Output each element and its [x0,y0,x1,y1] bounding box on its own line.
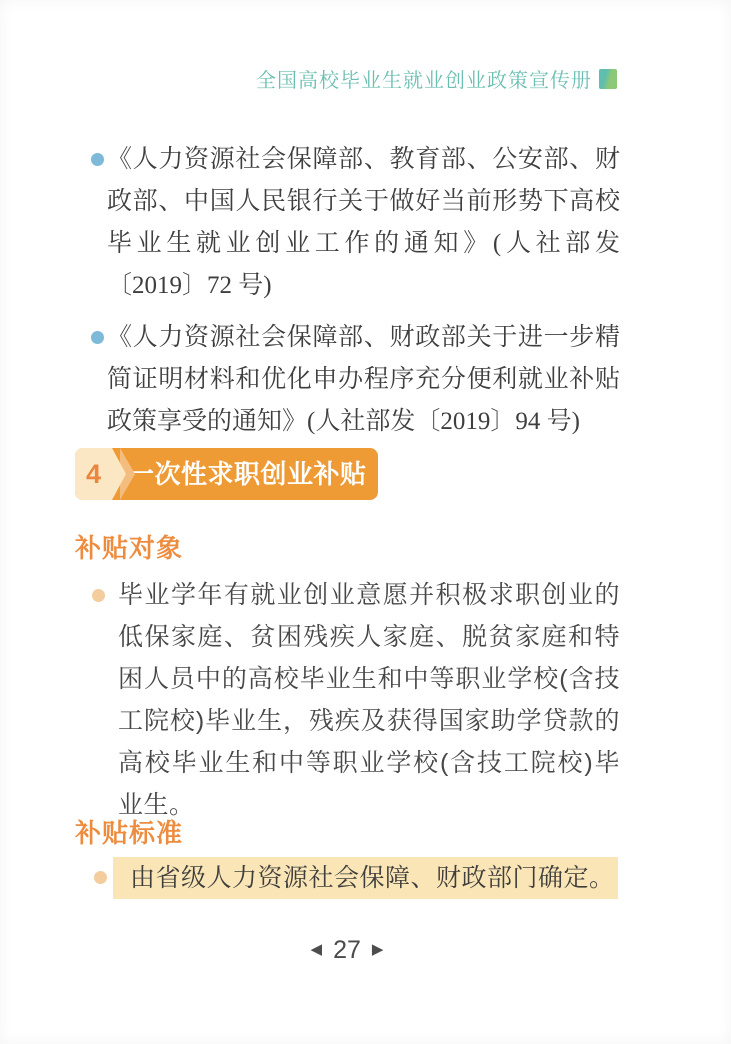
blue-dot-icon [91,153,104,166]
section-banner [75,448,378,500]
booklet-title: 全国高校毕业生就业创业政策宣传册 [256,70,592,92]
prev-page-icon: ◀ [310,941,323,958]
subsidy-target-block [92,574,620,826]
page-header [0,64,617,93]
next-page-icon: ▶ [371,941,384,958]
subsidy-standard-highlight [113,857,618,899]
blue-dot-icon [91,331,104,344]
section-number: 4 [85,458,102,489]
citation-text: 《人力资源社会保障部、教育部、公安部、财政部、中国人民银行关于做好当前形势下高校毕业生就业创业工作的通知》(人社部发〔2019〕72 号) [107,146,620,299]
peach-dot-icon [94,871,107,884]
citation-item [92,139,620,307]
citation-text: 《人力资源社会保障部、财政部关于进一步精简证明材料和优化申办程序充分便利就业补贴政策享受的通知》(人社部发〔2019〕94 号) [107,324,620,435]
section-title: 一次性求职创业补贴 [128,459,367,489]
citation-list [92,139,620,453]
header-square-icon [599,69,617,89]
subsidy-standard-heading: 补贴标准 [75,818,184,848]
subsidy-target-heading: 补贴对象 [75,533,184,563]
badge-arrow-icon [112,448,126,500]
subsidy-target-paragraph: 毕业学年有就业创业意愿并积极求职创业的低保家庭、贫困残疾人家庭、脱贫家庭和特困人员中的高校毕业生和中等职业学校(含技工院校)毕业生，残疾及获得国家助学贷款的高校毕业生和中等职业学校(含技工院校)毕业生。 [118,581,620,819]
section-number-badge [75,448,112,500]
page-number: 27 [333,936,361,964]
citation-item [92,317,620,443]
highlight-text: 由省级人力资源社会保障、财政部门确定。 [130,864,615,892]
peach-dot-icon [92,589,105,602]
page-footer [0,936,694,964]
